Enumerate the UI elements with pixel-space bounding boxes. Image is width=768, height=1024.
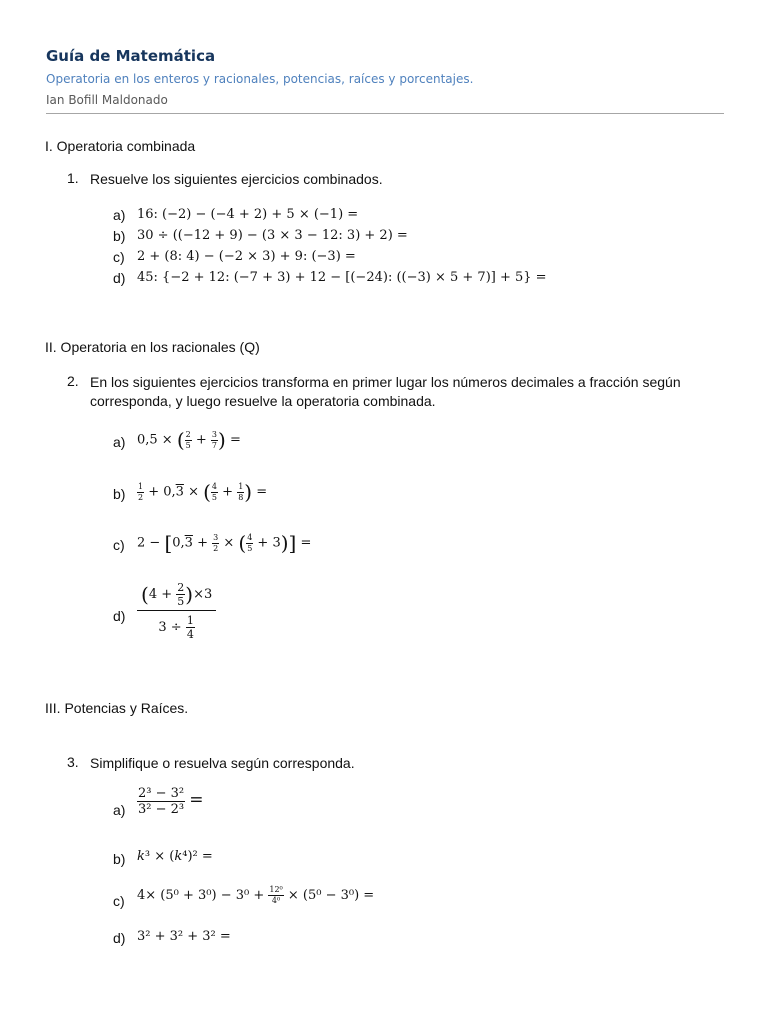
question-text-2: En los siguientes ejercicios transforma en primer lugar los números decimales a fracción según corresponda, y luego resuelve la operatoria combinada. xyxy=(90,374,681,409)
item-label: d) xyxy=(113,608,126,624)
expression-2a: 0,5 × ( $\frac{2}{5}$ + $\frac{3}{7}$ ) = xyxy=(137,428,241,452)
expression-3a: $\frac{\text{2³ − 3²}}{\text{3² − 2³}}$ = xyxy=(138,786,204,817)
section-heading-1: I. Operatoria combinada xyxy=(45,138,196,154)
question-number-2: 2. xyxy=(67,373,79,389)
item-label: b) xyxy=(113,486,126,502)
expression-3b: k³ × (k⁴)² = xyxy=(137,849,213,864)
item-label: c) xyxy=(113,893,125,909)
item-label: c) xyxy=(113,537,125,553)
item-label: d) xyxy=(113,930,126,946)
expression-3d: 3² + 3² + 3² = xyxy=(137,929,231,944)
item-label: a) xyxy=(113,802,126,818)
expression-3c: 4× (5⁰ + 3⁰) − 3⁰ + $\frac{\text{12⁰}}{\text{4⁰}}$ × (5⁰ − 3⁰) = xyxy=(137,885,375,905)
item-label: a) xyxy=(113,207,126,223)
page-subtitle: Operatoria en los enteros y racionales, potencias, raíces y porcentajes. xyxy=(46,72,474,86)
item-label: a) xyxy=(113,434,126,450)
expression-1c: 2 + (8: 4) − (−2 × 3) + 9: (−3) = xyxy=(137,249,356,264)
expression-2d: (4 + $\frac{2}{5}$ )×3 3 ÷ $\frac{1}{4}$ xyxy=(137,582,216,640)
question-number-1: 1. xyxy=(67,170,79,186)
expression-1a: 16: (−2) − (−4 + 2) + 5 × (−1) = xyxy=(137,207,359,222)
expression-2b: $\frac{1}{2}$ + 0,3 × ( $\frac{4}{5}$ + $\frac{1}{8}$ ) = xyxy=(138,480,268,504)
section-heading-3: III. Potencias y Raíces. xyxy=(45,700,189,716)
expression-1d: 45: {−2 + 12: (−7 + 3) + 12 − [(−24): ((−3) × 5 + 7)] + 5} = xyxy=(137,270,547,285)
item-label: d) xyxy=(113,270,126,286)
expression-2c: 2 − [0,3 + $\frac{3}{2}$ × ( $\frac{4}{5}$ + 3)] = xyxy=(137,531,312,555)
header-divider xyxy=(46,113,724,114)
item-label: b) xyxy=(113,851,126,867)
page-title: Guía de Matemática xyxy=(46,47,216,65)
author-name: Ian Bofill Maldonado xyxy=(46,93,168,107)
question-text-3: Simplifique o resuelva según corresponda. xyxy=(90,755,355,771)
expression-1b: 30 ÷ ((−12 + 9) − (3 × 3 − 12: 3) + 2) = xyxy=(137,228,408,243)
question-number-3: 3. xyxy=(67,754,79,770)
item-label: c) xyxy=(113,249,125,265)
item-label: b) xyxy=(113,228,126,244)
section-heading-2: II. Operatoria en los racionales (Q) xyxy=(45,339,260,355)
question-text-1: Resuelve los siguientes ejercicios combinados. xyxy=(90,171,383,187)
